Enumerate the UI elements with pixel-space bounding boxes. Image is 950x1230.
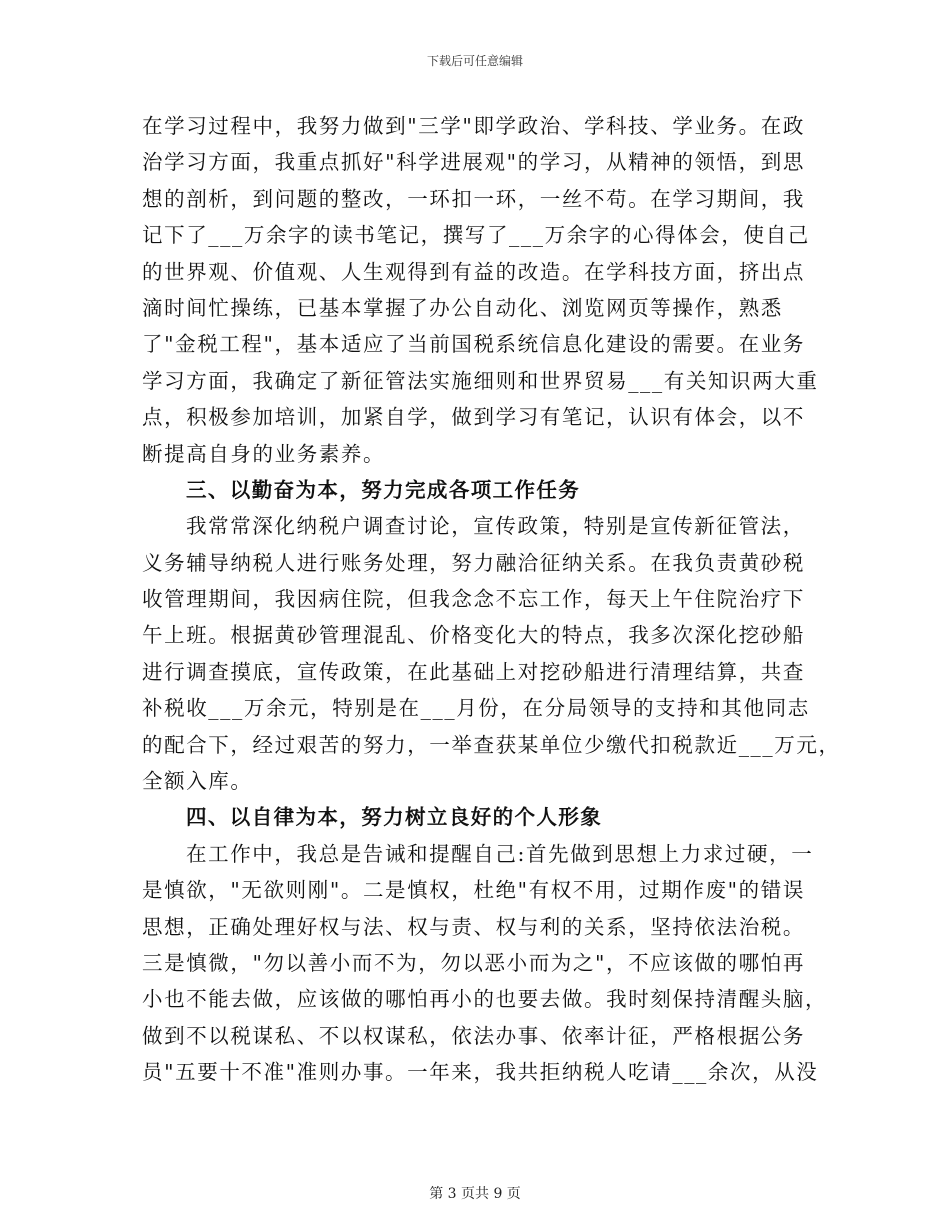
- text-line: 全额入库。: [142, 769, 253, 794]
- section-heading: 四、以自律为本，努力树立良好的个人形象: [186, 805, 603, 830]
- text-line: 记下了___万余字的读书笔记，撰写了___万余字的心得体会，使自己: [142, 223, 810, 248]
- paragraph-first-line: 在工作中，我总是告诫和提醒自己:首先做到思想上力求过硬，一: [186, 841, 814, 866]
- text-line: 治学习方面，我重点抓好"科学进展观"的学习，从精神的领悟，到思: [142, 150, 805, 175]
- text-line: 午上班。根据黄砂管理混乱、价格变化大的特点，我多次深化挖砂船: [142, 623, 805, 648]
- text-line: 小也不能去做，应该做的哪怕再小的也要去做。我时刻保持清醒头脑，: [142, 987, 828, 1012]
- text-line: 想的剖析，到问题的整改，一环扣一环，一丝不苟。在学习期间，我: [142, 186, 805, 211]
- section-heading: 三、以勤奋为本，努力完成各项工作任务: [186, 477, 581, 502]
- text-line: 在学习过程中，我努力做到"三学"即学政治、学科技、学业务。在政: [142, 114, 805, 138]
- text-line: 员"五要十不准"准则办事。一年来，我共拒纳税人吃请___余次，从没: [142, 1060, 819, 1085]
- text-line: 学习方面，我确定了新征管法实施细则和世界贸易___有关知识两大重: [142, 368, 819, 393]
- page-number-footer: 第 3 页共 9 页: [429, 1186, 521, 1202]
- text-line: 断提高自身的业务素养。: [142, 441, 386, 466]
- text-line: 收管理期间，我因病住院，但我念念不忘工作，每天上午住院治疗下: [142, 587, 805, 612]
- text-line: 了"金税工程"，基本适应了当前国税系统信息化建设的需要。在业务: [142, 332, 805, 357]
- text-line: 的配合下，经过艰苦的努力，一举查获某单位少缴代扣税款近___万元，: [142, 732, 841, 757]
- text-line: 是慎欲，"无欲则刚"。二是慎权，杜绝"有权不用，过期作废"的错误: [142, 878, 805, 903]
- page-header: 下载后可任意编辑: [426, 54, 523, 68]
- text-line: 点，积极参加培训，加紧自学，做到学习有笔记，认识有体会，以不: [142, 405, 805, 430]
- text-line: 补税收___万余元，特别是在___月份，在分局领导的支持和其他同志: [142, 696, 810, 721]
- paragraph-first-line: 我常常深化纳税户调查讨论，宣传政策，特别是宣传新征管法，: [186, 514, 805, 539]
- text-line: 三是慎微，"勿以善小而不为，勿以恶小而为之"，不应该做的哪怕再: [142, 950, 805, 975]
- text-line: 做到不以税谋私、不以权谋私，依法办事、依率计征，严格根据公务: [142, 1023, 805, 1048]
- text-line: 思想，正确处理好权与法、权与责、权与利的关系，坚持依法治税。: [142, 914, 805, 939]
- text-line: 滴时间忙操练，已基本掌握了办公自动化、浏览网页等操作，熟悉: [142, 295, 783, 320]
- text-line: 义务辅导纳税人进行账务处理，努力融洽征纳关系。在我负责黄砂税: [142, 550, 805, 575]
- document-body: [142, 108, 841, 1091]
- text-line: 的世界观、价值观、人生观得到有益的改造。在学科技方面，挤出点: [142, 259, 805, 284]
- text-line: 进行调查摸底，宣传政策，在此基础上对挖砂船进行清理结算，共查: [142, 659, 805, 684]
